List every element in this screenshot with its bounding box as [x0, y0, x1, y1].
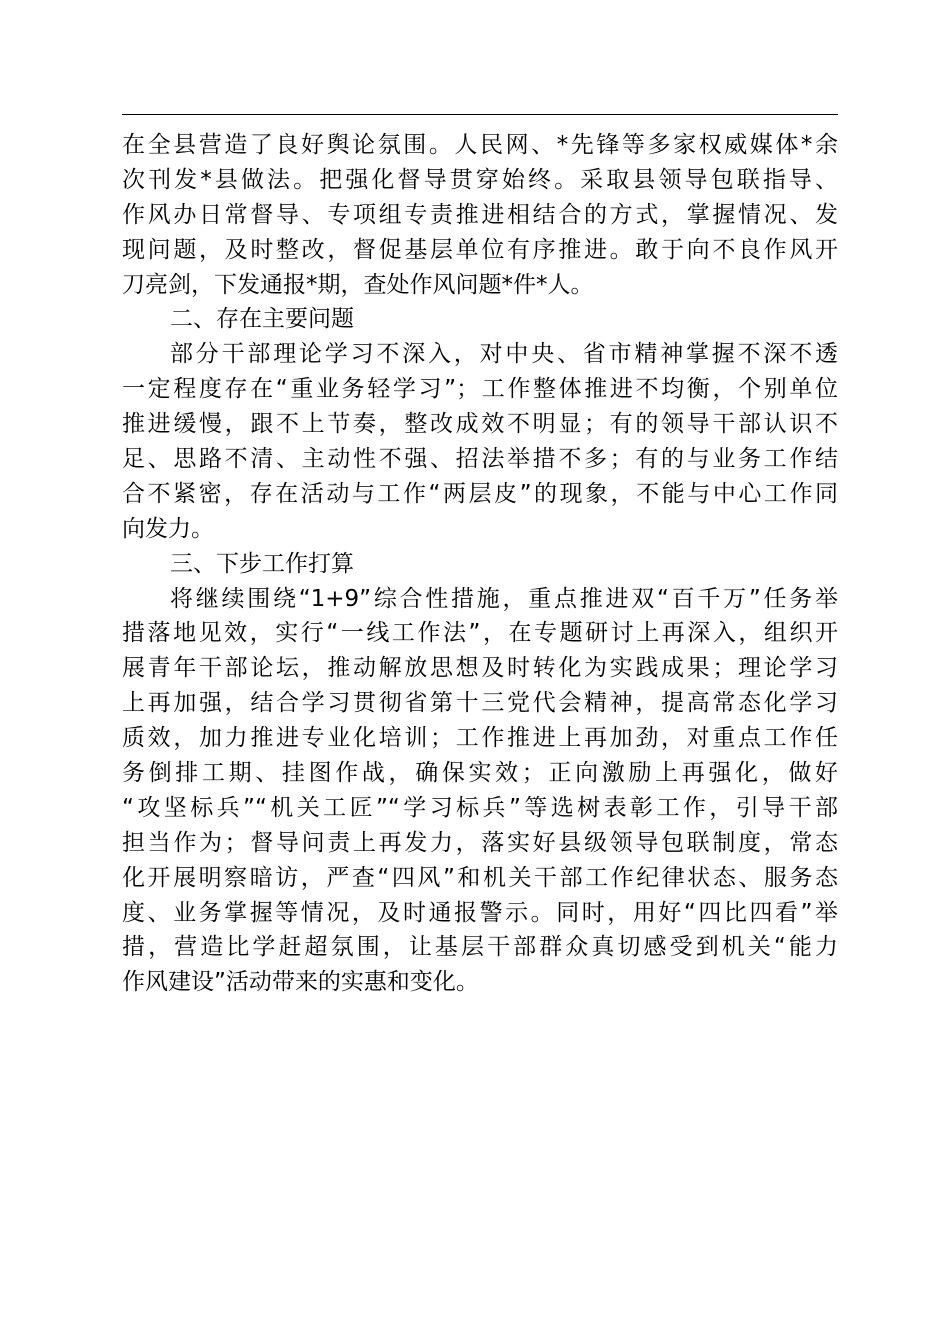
text-line: 上再加强，结合学习贯彻省第十三党代会精神，提高常态化学习: [122, 690, 838, 717]
text-line: 一定程度存在“重业务轻学习”；工作整体推进不均衡，个别单位: [122, 376, 838, 403]
text-line: 合不紧密，存在活动与工作“两层皮”的现象，不能与中心工作同: [122, 480, 838, 507]
text-line: 作风建设”活动带来的实惠和变化。: [122, 969, 479, 996]
text-line: 措，营造比学赶超氛围，让基层干部群众真切感受到机关“能力: [122, 934, 838, 961]
text-line: 展青年干部论坛，推动解放思想及时转化为实践成果；理论学习: [122, 655, 838, 682]
text-line: 推进缓慢，跟不上节奏，整改成效不明显；有的领导干部认识不: [122, 411, 838, 438]
text-line: 度、业务掌握等情况，及时通报警示。同时，用好“四比四看”举: [122, 899, 838, 926]
text-line: 部分干部理论学习不深入，对中央、省市精神掌握不深不透: [170, 341, 838, 368]
text-line: 作风办日常督导、专项组专责推进相结合的方式，掌握情况、发: [122, 201, 838, 228]
text-line: 次刊发*县做法。把强化督导贯穿始终。采取县领导包联指导、: [122, 166, 838, 193]
text-line: 刀亮剑，下发通报*期，查处作风问题*件*人。: [122, 271, 594, 298]
text-line: 担当作为；督导问责上再发力，落实好县级领导包联制度，常态: [122, 829, 838, 856]
text-line: 足、思路不清、主动性不强、招法举措不多；有的与业务工作结: [122, 446, 838, 473]
section-heading: 二、存在主要问题: [170, 306, 354, 333]
text-line: 在全县营造了良好舆论氛围。人民网、*先锋等多家权威媒体*余: [122, 132, 838, 158]
text-line: 化开展明察暗访，严查“四风”和机关干部工作纪律状态、服务态: [122, 864, 838, 891]
text-line: 措落地见效，实行“一线工作法”，在专题研讨上再深入，组织开: [122, 620, 838, 647]
document-body: [122, 128, 838, 1000]
text-line: 质效，加力推进专业化培训；工作推进上再加劲，对重点工作任: [122, 725, 838, 752]
text-line: 向发力。: [122, 515, 214, 542]
text-line: “攻坚标兵”“机关工匠”“学习标兵”等选树表彰工作，引导干部: [122, 794, 838, 821]
text-line: 务倒排工期、挂图作战，确保实效；正向激励上再强化，做好: [122, 760, 838, 787]
header-rule: [122, 114, 838, 115]
text-line: 将继续围绕“1+9”综合性措施，重点推进双“百千万”任务举: [170, 585, 838, 612]
text-line: 现问题，及时整改，督促基层单位有序推进。敢于向不良作风开: [122, 236, 838, 263]
section-heading: 三、下步工作打算: [170, 550, 354, 577]
